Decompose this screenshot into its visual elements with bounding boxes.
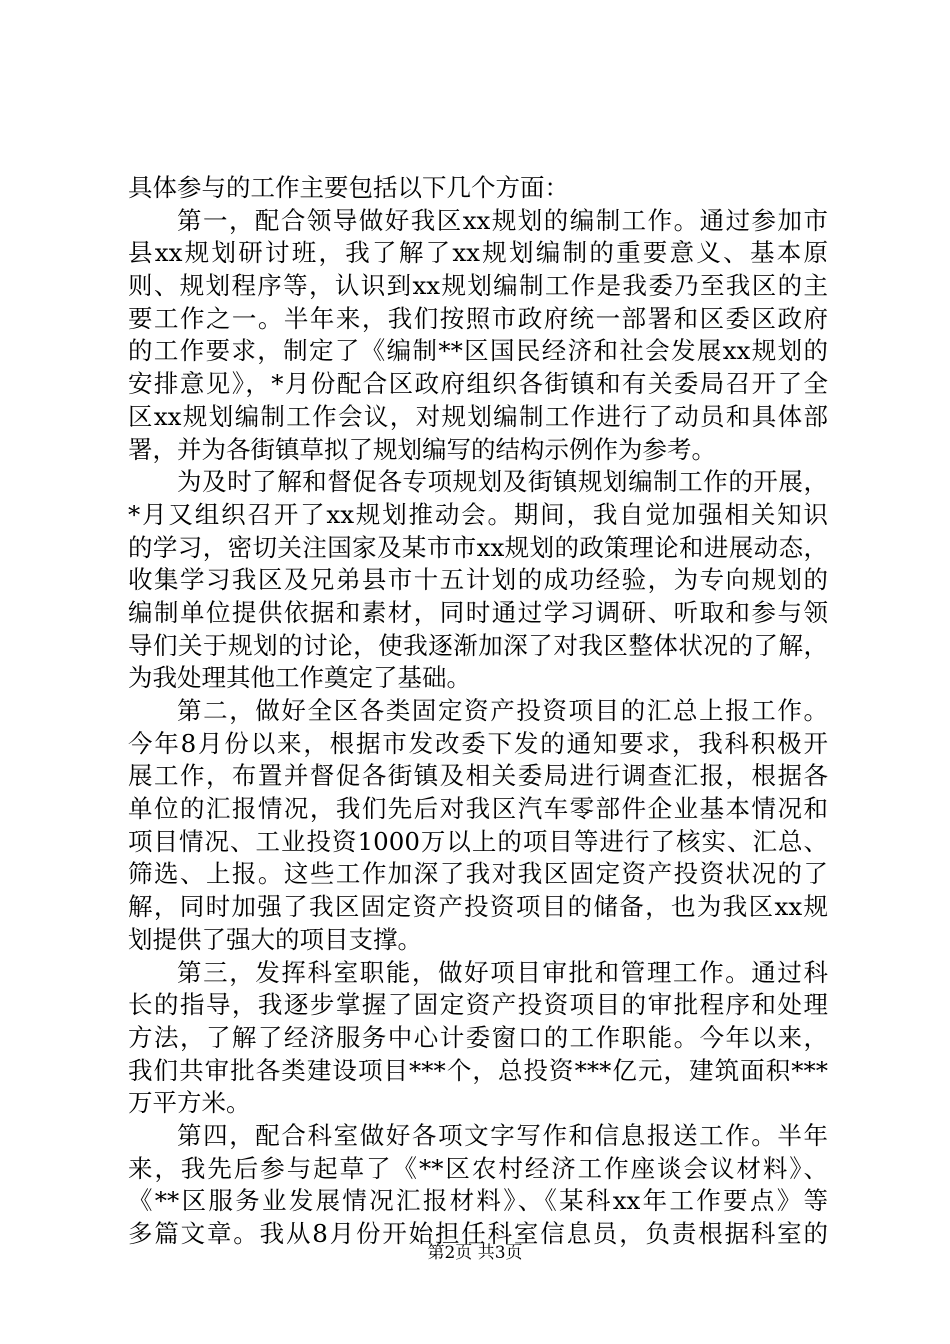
text-line: 万平方米。 (128, 1088, 251, 1118)
text-line: 则、规划程序等，认识到xx规划编制工作是我委乃至我区的主 (128, 271, 828, 301)
text-line: 为我处理其他工作奠定了基础。 (128, 663, 471, 693)
text-line: 具体参与的工作主要包括以下几个方面： (128, 173, 569, 202)
text-line: 划提供了强大的项目支撑。 (128, 924, 422, 954)
text-line: 收集学习我区及兄弟县市十五计划的成功经验，为专向规划的 (128, 565, 828, 595)
page-footer: 第2页 共3页 (427, 1243, 523, 1263)
text-line: 多篇文章。我从8月份开始担任科室信息员，负责根据科室的 (128, 1219, 828, 1248)
text-line: 导们关于规划的讨论，使我逐渐加深了对我区整体状况的了解， (128, 630, 828, 660)
text-line: 县xx规划研讨班，我了解了xx规划编制的重要意义、基本原 (128, 238, 828, 268)
text-line: 要工作之一。半年来，我们按照市政府统一部署和区委区政府 (128, 303, 828, 333)
document-body (128, 172, 828, 1251)
text-line: 第二，做好全区各类固定资产投资项目的汇总上报工作。 (177, 696, 828, 725)
text-line: 解，同时加强了我区固定资产投资项目的储备，也为我区xx规 (128, 892, 828, 922)
text-line: 区xx规划编制工作会议，对规划编制工作进行了动员和具体部 (128, 401, 828, 431)
text-line: 第三，发挥科室职能，做好项目审批和管理工作。通过科 (177, 957, 828, 987)
text-line: 长的指导，我逐步掌握了固定资产投资项目的审批程序和处理 (128, 990, 828, 1020)
text-line: 展工作，布置并督促各街镇及相关委局进行调查汇报，根据各 (128, 761, 828, 791)
text-line: 项目情况、工业投资1000万以上的项目等进行了核实、汇总、 (128, 826, 828, 856)
text-line: 单位的汇报情况，我们先后对我区汽车零部件企业基本情况和 (128, 794, 828, 824)
text-line: 我们共审批各类建设项目***个，总投资***亿元，建筑面积*** (128, 1055, 828, 1085)
text-line: 来，我先后参与起草了《**区农村经济工作座谈会议材料》、 (128, 1153, 828, 1183)
text-line: 第一，配合领导做好我区xx规划的编制工作。通过参加市 (177, 205, 828, 235)
text-line: 第四，配合科室做好各项文字写作和信息报送工作。半年 (177, 1120, 828, 1150)
text-line: 方法，了解了经济服务中心计委窗口的工作职能。今年以来， (128, 1022, 828, 1052)
text-line: 筛选、上报。这些工作加深了我对我区固定资产投资状况的了 (128, 859, 828, 889)
text-line: *月又组织召开了xx规划推动会。期间，我自觉加强相关知识 (128, 499, 828, 529)
text-line: 安排意见》，*月份配合区政府组织各街镇和有关委局召开了全 (128, 369, 828, 399)
text-line: 的工作要求，制定了《编制**区国民经济和社会发展xx规划的 (128, 336, 828, 366)
text-line: 今年8月份以来，根据市发改委下发的通知要求，我科积极开 (128, 728, 828, 758)
text-line: 的学习，密切关注国家及某市市xx规划的政策理论和进展动态， (128, 532, 828, 562)
text-line: 为及时了解和督促各专项规划及街镇规划编制工作的开展， (177, 467, 828, 497)
text-line: 署，并为各街镇草拟了规划编写的结构示例作为参考。 (128, 434, 716, 464)
text-line: 编制单位提供依据和素材，同时通过学习调研、听取和参与领 (128, 597, 828, 627)
text-line: 《**区服务业发展情况汇报材料》、《某科xx年工作要点》等 (128, 1186, 828, 1216)
